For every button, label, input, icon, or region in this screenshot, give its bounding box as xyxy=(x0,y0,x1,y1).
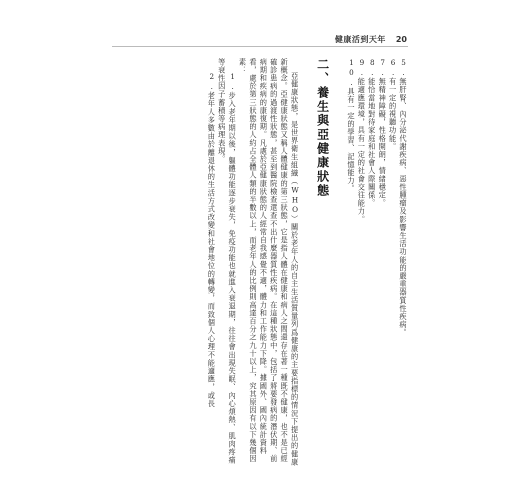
running-header xyxy=(335,34,407,45)
list-item: 9.能適應環境，具有一定的社會交往能力。 xyxy=(357,58,367,224)
body-paragraph: 2.老年人多數由於離退休的生活方式改變和社會地位的轉變，而致個人心理不能適應，或長 xyxy=(207,72,217,409)
body-paragraph: 1.步入老年期以後，軀體功能逐步衰失，免疫功能也就進入衰退期，往往會出現失眠、內心煩熱、肌肉疼痛等衰性因子蓄積等病理表現。 xyxy=(217,58,238,465)
book-title: 健康活到天年 xyxy=(334,35,386,44)
body-paragraph: 亞健康狀態，是世界衛生組織（WHO）關於老年人的自主生活質量列爲健康的主要指標的情況下提出的健康新概念。亞健康狀態又稱人體健康的第三狀態，它是指人體在健康和病人之間還存在著一種既不健康，也不是已經確診患病的過渡性狀態，甚至到醫院檢查還查不出什麼器質性疾病。在這種狀態中，包括了將要發病的潛伏期、前病期和疾病的康復期。凡處於亞健康狀態的人經常自我感覺不適，體力和工作能力下降。據國外、國內統計資料看，處於第三狀態的人約占全體人類的半數以上，而老年人的比例則高達百分之九十以上，究其原因有以下幾個因素： xyxy=(238,58,300,467)
list-item: 10.具有一定的學習、記憶能力。 xyxy=(346,58,356,193)
list-item: 8.能恰當地對待家庭和社會人際關係。 xyxy=(367,58,377,208)
section-heading: 二、養生與亞健康狀態 xyxy=(315,58,330,198)
list-item: 5.無肝腎、內分泌代謝疾病、惡性腫瘤及影響生活功能的嚴重器質性疾病。 xyxy=(399,58,408,337)
list-item: 6.有一定的視聽功能。 xyxy=(388,58,398,151)
header-divider xyxy=(112,46,408,47)
list-item: 7.無精神障礙，性格開朗，情緒穩定。 xyxy=(378,58,388,208)
page-number: 20 xyxy=(395,35,407,44)
vertical-text-body xyxy=(112,58,408,468)
